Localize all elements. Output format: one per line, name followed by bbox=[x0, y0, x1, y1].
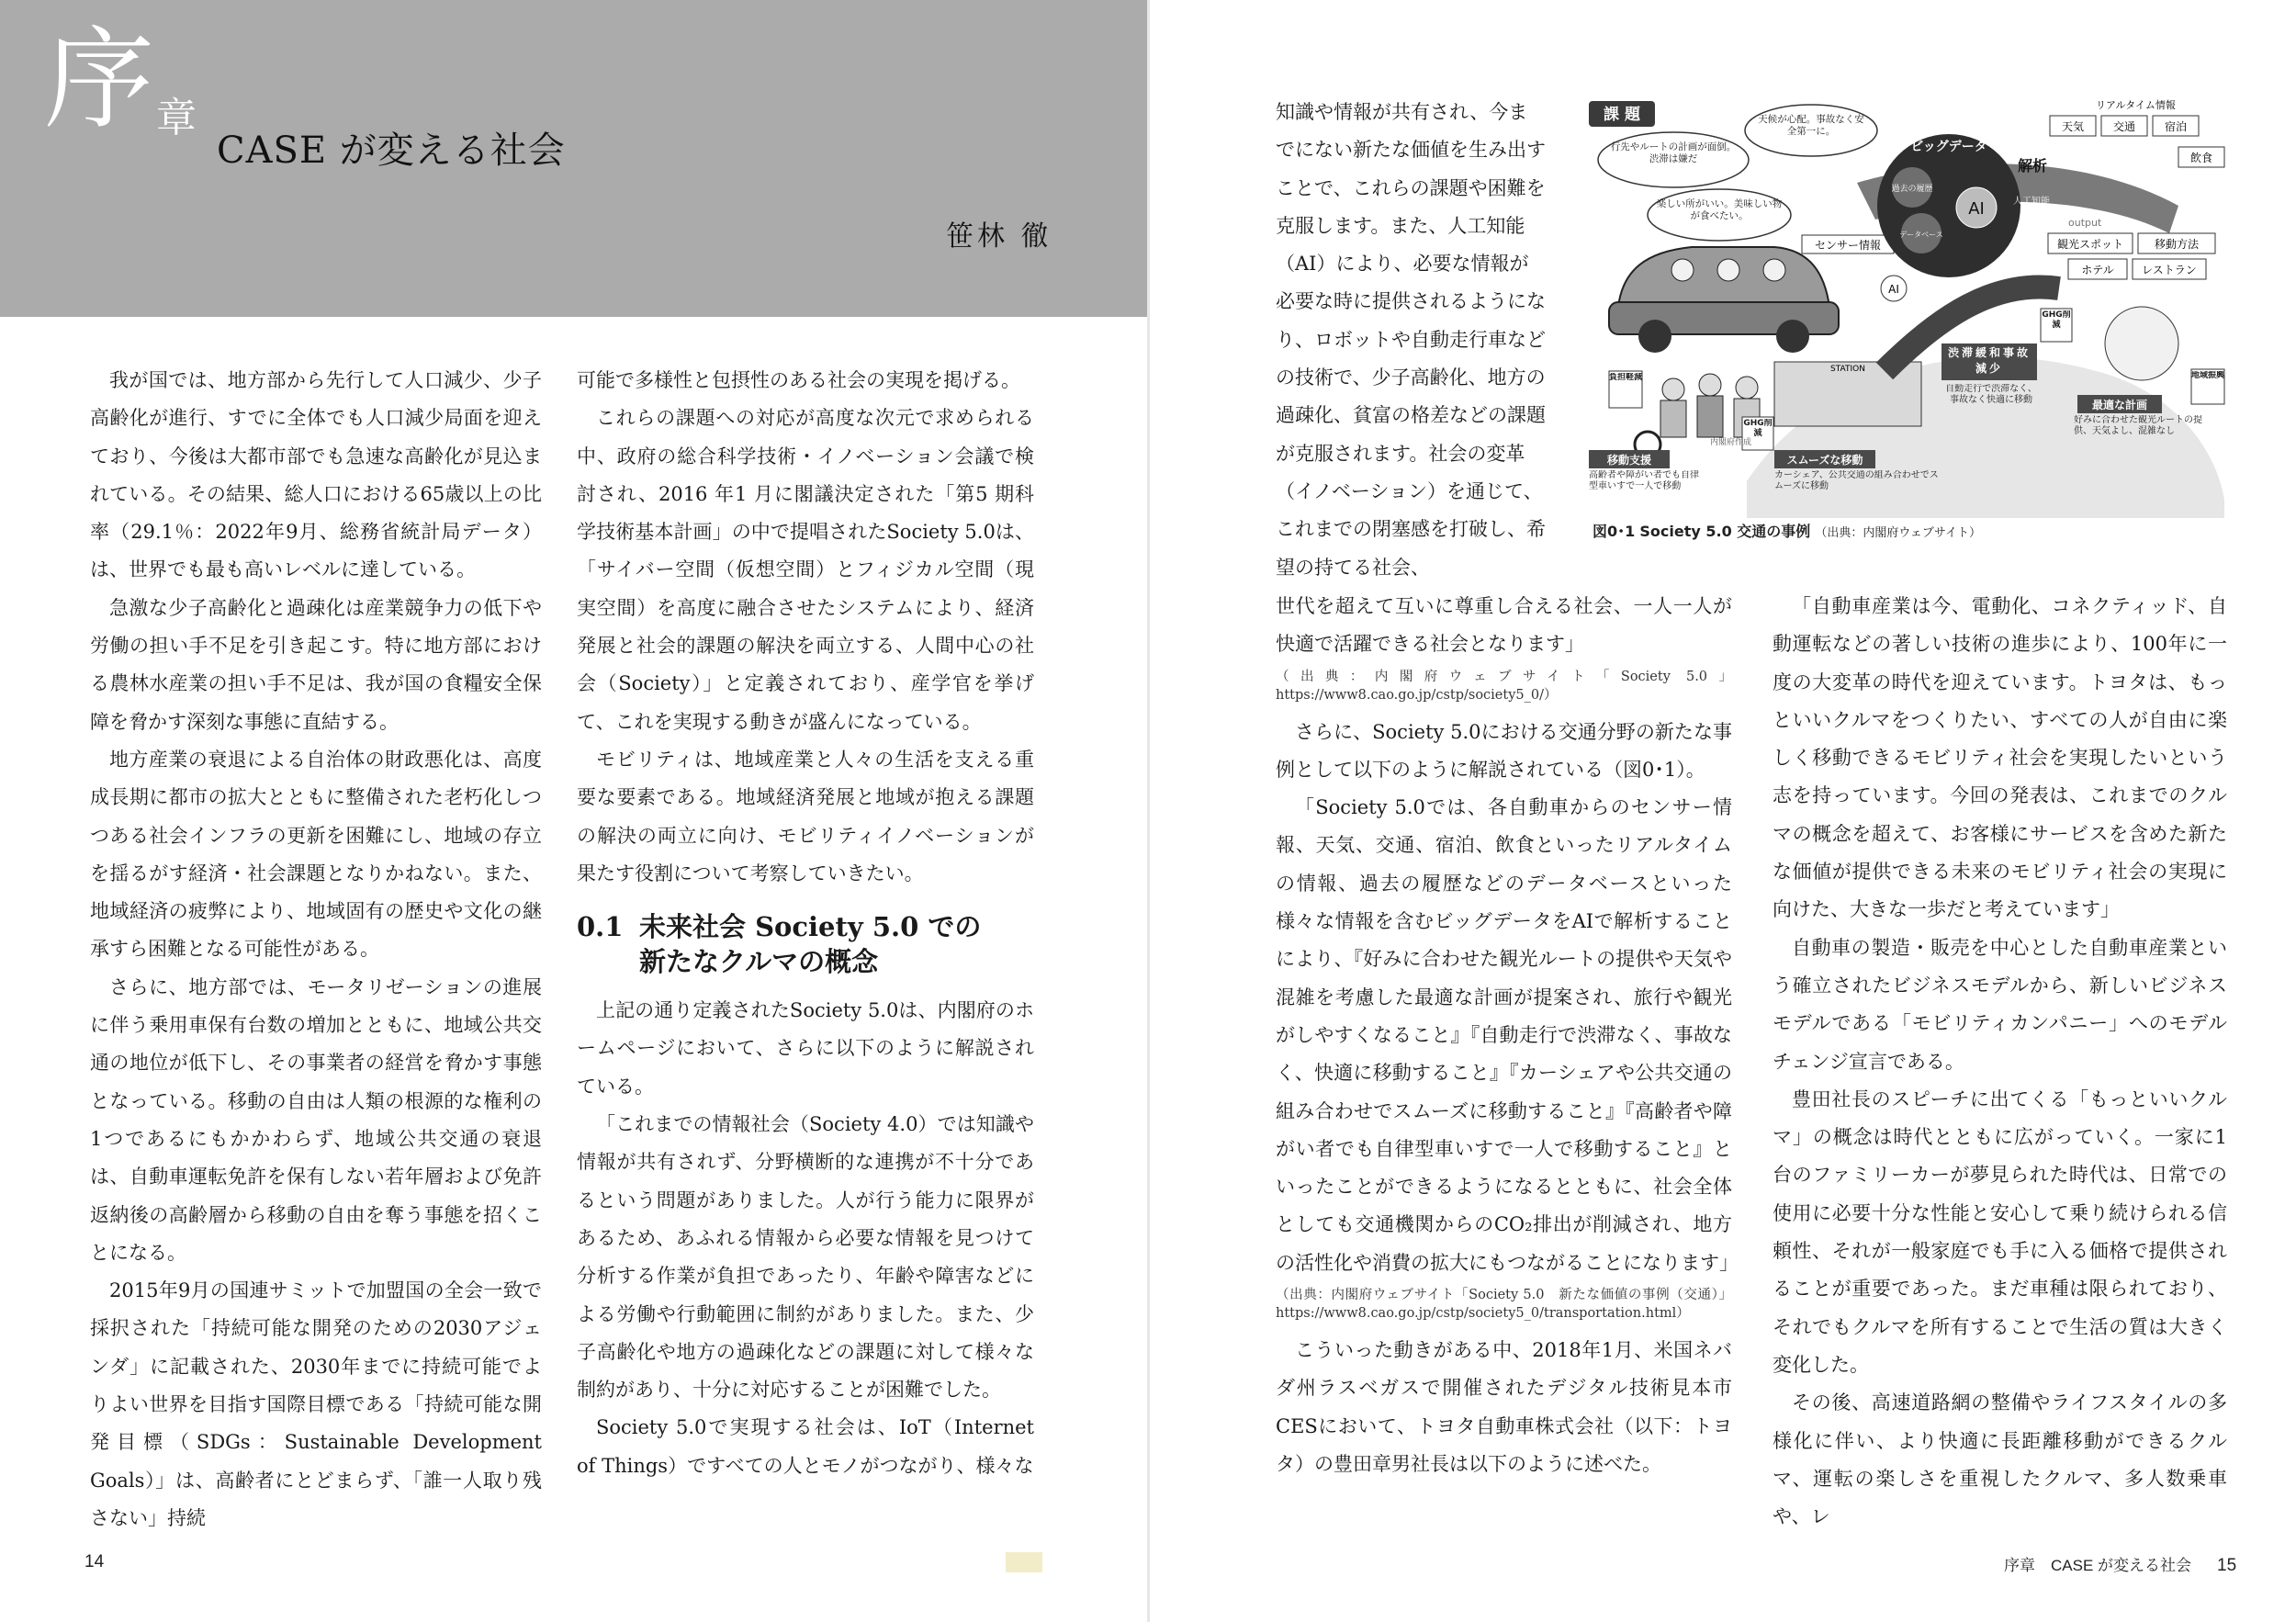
ai-label: AI bbox=[1968, 199, 1985, 219]
running-footer bbox=[2004, 1552, 2236, 1576]
paragraph: 我が国では、地方部から先行して人口減少、少子高齢化が進行、すでに全体でも人口減少局面を迎えており、今後は大都市部でも急速な高齢化が見込まれている。その結果、総人口における65歳以上の比率（29.1％：2022年9月、総務省統計局データ）は、世界でも最も高いレベルに達している。 bbox=[90, 369, 542, 581]
left-column-1 bbox=[90, 362, 542, 1538]
task-label: 課 題 bbox=[1604, 106, 1640, 124]
citation: （出典：内閣府ウェブサイト「Society 5.0 新たな価値の事例（交通）」https://www8.cao.go.jp/cstp/society5_0/transportation.html） bbox=[1276, 1288, 1732, 1322]
bubble-2-text: 天候が心配。事故なく安全第一に。 bbox=[1758, 114, 1864, 137]
page-number: 14 bbox=[84, 1552, 105, 1571]
quote-paragraph: 「これまでの情報社会（Society 4.0）では知識や情報が共有されず、分野横断的な連携が不十分であるという問題がありました。人が行う能力に限界があるため、あふれる情報から必要な情報を見つけて分析する作業が負担であったり、年齢や障害などによる労働や行動範囲に制約がありました。また、少子高齢化や地方の過疎化などの課題に対して様々な制約があり、十分に対応することが困難でした。 bbox=[577, 1113, 1034, 1402]
analysis-label: 解析 bbox=[2018, 157, 2048, 175]
chapter-author: 笹林 徹 bbox=[946, 220, 1052, 253]
paragraph: さらに、地方部では、モータリゼーションの進展に伴う乗用車保有台数の増加とともに、地域公共交通の地位が低下し、その事業者の経営を脅かす事態となっている。移動の自由は人類の根源的な権利の1つであるにもかかわらず、地域公共交通の衰退は、自動車運転免許を保有しない若年層および免許返納後の高齢層から移動の自由を奪う事態を招くことになる。 bbox=[90, 975, 542, 1264]
chapter-title: CASE が変える社会 bbox=[217, 130, 566, 172]
society5-transport-figure bbox=[1581, 96, 2243, 518]
planning-person bbox=[2105, 307, 2178, 380]
chapter-header-band bbox=[0, 0, 1148, 317]
ghg-label-2: GHG削減 bbox=[2042, 310, 2071, 330]
right-page bbox=[1150, 0, 2296, 1622]
station-label: STATION bbox=[1830, 365, 1865, 374]
figure-illustration bbox=[1581, 96, 2243, 518]
right-top-text: 知識や情報が共有され、今までにない新たな価値を生み出すことで、これらの課題や困難を克服します。また、人工知能（AI）により、必要な情報が必要な時に提供されるようになり、ロボットや自動走行車などの技術で、少子高齢化、地方の過疎化、貧富の格差などの課題が克服されます。社会の変革（イノベーション）を通じて、これまでの閉塞感を打破し、希望の持てる社会、 bbox=[1276, 101, 1546, 579]
figure-caption bbox=[1593, 520, 1981, 541]
section-heading bbox=[577, 909, 1034, 979]
ai-caption: 人工知能 bbox=[2013, 197, 2050, 207]
realtime-label: リアルタイム情報 bbox=[2096, 99, 2176, 111]
paragraph: 可能で多様性と包摂性のある社会の実現を掲げる。 bbox=[577, 369, 1020, 391]
paragraph: 2015年9月の国連サミットで加盟国の全会一致で採択された「持続可能な開発のための2030アジェンダ」に記載された、2030年までに持続可能でよりよい世界を目指す国際目標である「持続可能な開発目標（SDGs：Sustainable Development Goals）」は、高齢者にとどまらず、「誰一人取り残さない」持続 bbox=[90, 1279, 542, 1529]
section-title-line2: 新たなクルマの概念 bbox=[639, 946, 879, 978]
output-items bbox=[2048, 233, 2215, 279]
past-history-label: 過去の履歴 bbox=[1891, 185, 1933, 194]
big-data-circle bbox=[1877, 134, 2020, 277]
burden-label: 負担軽減 bbox=[1609, 373, 1642, 382]
paragraph: モビリティは、地域産業と人々の生活を支える重要な要素である。地域経済発展と地域が抱える課題の解決の両立に向け、モビリティイノベーションが果たす役割について考察していきたい。 bbox=[577, 748, 1034, 884]
page-marker bbox=[1006, 1552, 1042, 1572]
quote-paragraph: 「自動車産業は今、電動化、コネクティッド、自動運転などの著しい技術の進歩により、100年に一度の大変革の時代を迎えています。トヨタは、もっといいクルマをつくりたい、すべての人が自由に楽しく移動できるモビリティ社会を実現したいという志を持っています。今回の発表は、これまでのクルマの概念を超えて、お客様にサービスを含めた新たな価値が提供できる未来のモビリティ社会の実現に向けた、大きな一歩だと考えています」 bbox=[1773, 595, 2227, 921]
chapter-label-sho: 章 bbox=[156, 95, 197, 141]
right-column-2 bbox=[1773, 588, 2227, 1536]
paragraph: 上記の通り定義されたSociety 5.0は、内閣府のホームページにおいて、さらに以下のように解説されている。 bbox=[577, 999, 1034, 1098]
ghg-label-1: GHG削減 bbox=[1743, 419, 1773, 438]
realtime-item-dining: 飲食 bbox=[2189, 152, 2213, 164]
quote-continuation: 世代を超えて互いに尊重し合える社会、一人一人が快適で活躍できる社会となります」 bbox=[1276, 595, 1732, 656]
realtime-item-weather: 天気 bbox=[2061, 120, 2085, 133]
sensor-label: センサー情報 bbox=[1814, 239, 1882, 252]
paragraph: 地方産業の衰退による自治体の財政悪化は、高度成長期に都市の拡大とともに整備された老朽化しつつある社会インフラの更新を困難にし、地域の存立を揺るがす経済・社会課題となりかねない。また、地域経済の疲弊により、地域固有の歴史や文化の継承すら困難となる可能性がある。 bbox=[90, 748, 542, 961]
quote-paragraph: 「Society 5.0では、各自動車からのセンサー情報、天気、交通、宿泊、飲食といったリアルタイムの情報、過去の履歴などのデータベースといった様々な情報を含むビッグデータをAIで解析することにより、『好みに合わせた観光ルートの提供や天気や混雑を考慮した最適な計画が提案され、旅行や観光がしやすくなること』『自動走行で渋滞なく、事故なく、快適に移動すること』『カーシェアや公共交通の組み合わせでスムーズに移動すること』『高齢者や障がい者でも自律型車いすで一人で移動すること』といったことができるようになるとともに、社会全体としても交通機関からのCO₂排出が削減され、地方の活性化や消費の拡大にもつながることになります」 bbox=[1276, 796, 1739, 1274]
congestion-label: 渋滞緩和事故減少 bbox=[1947, 346, 2031, 375]
optimal-plan-desc: 好みに合わせた観光ルートの提供、天気よし、混雑なし bbox=[2074, 415, 2202, 436]
regional-label: 地域振興 bbox=[2191, 371, 2224, 380]
database-label: データベース bbox=[1899, 231, 1943, 239]
bubble-3-text: 楽しい所がいい。美味しい物が食べたい。 bbox=[1656, 198, 1783, 221]
figure-caption-label: 図0･1 bbox=[1593, 523, 1636, 540]
car-illustration bbox=[1609, 247, 1839, 353]
chapter-label-jo: 序 bbox=[44, 17, 154, 144]
optimal-plan-label: 最適な計画 bbox=[2091, 399, 2148, 411]
big-data-label: ビッグデータ bbox=[1910, 140, 1987, 154]
realtime-item-lodging: 宿泊 bbox=[2164, 120, 2188, 133]
paragraph: こういった動きがある中、2018年1月、米国ネバダ州ラスベガスで開催されたデジタル技術見本市CESにおいて、トヨタ自動車株式会社（以下：トヨタ）の豊田章男社長は以下のように述べた。 bbox=[1276, 1339, 1732, 1475]
output-item-hotel: ホテル bbox=[2081, 264, 2114, 276]
section-title-line1: 未来社会 Society 5.0 での bbox=[639, 911, 982, 943]
realtime-items bbox=[2050, 116, 2224, 167]
smooth-move-desc: カーシェア、公共交通の組み合わせでスムーズに移動 bbox=[1774, 470, 1939, 491]
paragraph: 豊田社長のスピーチに出てくる「もっといいクルマ」の概念は時代とともに広がっていく。一家に1台のファミリーカーが夢見られた時代は、日常での使用に必要十分な性能と安心して乗り続けられる信頼性、それが一般家庭でも手に入る価格で提供されることが重要であった。まだ車種は限られており、それでもクルマを所有することで生活の質は大きく変化した。 bbox=[1773, 1087, 2227, 1376]
section-number: 0.1 bbox=[577, 911, 624, 943]
figure-caption-text: Society 5.0 交通の事例 bbox=[1639, 523, 1811, 540]
smooth-move-label: スムーズな移動 bbox=[1786, 454, 1863, 467]
output-item-restaurant: レストラン bbox=[2142, 264, 2197, 276]
figure-caption-source: （出典：内閣府ウェブサイト） bbox=[1815, 526, 1981, 540]
mobility-support-label: 移動支援 bbox=[1606, 454, 1652, 467]
output-item-spot: 観光スポット bbox=[2056, 238, 2124, 251]
paragraph: その後、高速道路網の整備やライフスタイルの多様化に伴い、より快適に長距離移動ができるクルマ、運転の楽しさを重視したクルマ、多人数乗車や、レ bbox=[1773, 1391, 2227, 1528]
citation: （出典：内閣府ウェブサイト「Society 5.0」https://www8.cao.go.jp/cstp/society5_0/） bbox=[1276, 669, 1732, 703]
output-label: output bbox=[2068, 217, 2102, 229]
right-column-1 bbox=[1276, 588, 1739, 1483]
paragraph: 自動車の製造・販売を中心とした自動車産業という確立されたビジネスモデルから、新しいビジネスモデルである「モビリティカンパニー」へのモデルチェンジ宣言である。 bbox=[1773, 936, 2227, 1073]
bubble-1-text: 行先やルートの計画が面倒。渋滞は嫌だ bbox=[1610, 141, 1737, 164]
realtime-item-traffic: 交通 bbox=[2112, 120, 2136, 133]
paragraph: Society 5.0で実現する社会は、IoT（Internet of Things）ですべての人とモノがつながり、様々な bbox=[577, 1416, 1034, 1477]
output-item-transport: 移動方法 bbox=[2154, 238, 2200, 251]
left-column-2 bbox=[577, 362, 1034, 1485]
congestion-desc: 自動走行で渋滞なく、事故なく快適に移動 bbox=[1945, 384, 2037, 405]
paragraph: さらに、Society 5.0における交通分野の新たな事例として以下のように解説されている（図0･1）。 bbox=[1276, 720, 1732, 781]
footer-chapter-title: 序章 CASE が変える社会 bbox=[2004, 1557, 2192, 1574]
paragraph: これらの課題への対応が高度な次元で求められる中、政府の総合科学技術・イノベーション会議で検討され、2016 年1 月に閣議決定された「第5 期科学技術基本計画」の中で提唱されたSociety 5.0は、「サイバー空間（仮想空間）とフィジカル空間（現実空間）を高度に融合させたシステムにより、経済発展と社会的課題の解決を両立する、人間中心の社会（Society）」と定義されており、産学官を挙げて、これを実現する動きが盛んになっている。 bbox=[577, 407, 1034, 733]
paragraph: 急激な少子高齢化と過疎化は産業競争力の低下や労働の担い手不足を引き起こす。特に地方部における農林水産業の担い手不足は、我が国の食糧安全保障を脅かす深刻な事態に直結する。 bbox=[90, 596, 542, 733]
figure-credit: 内閣府作成 bbox=[1710, 438, 1752, 447]
page-number: 15 bbox=[2217, 1556, 2237, 1575]
mobility-support-desc: 高齢者や障がい者でも自律型車いすで一人で移動 bbox=[1589, 470, 1699, 491]
ai-small-label: AI bbox=[1888, 283, 1899, 296]
